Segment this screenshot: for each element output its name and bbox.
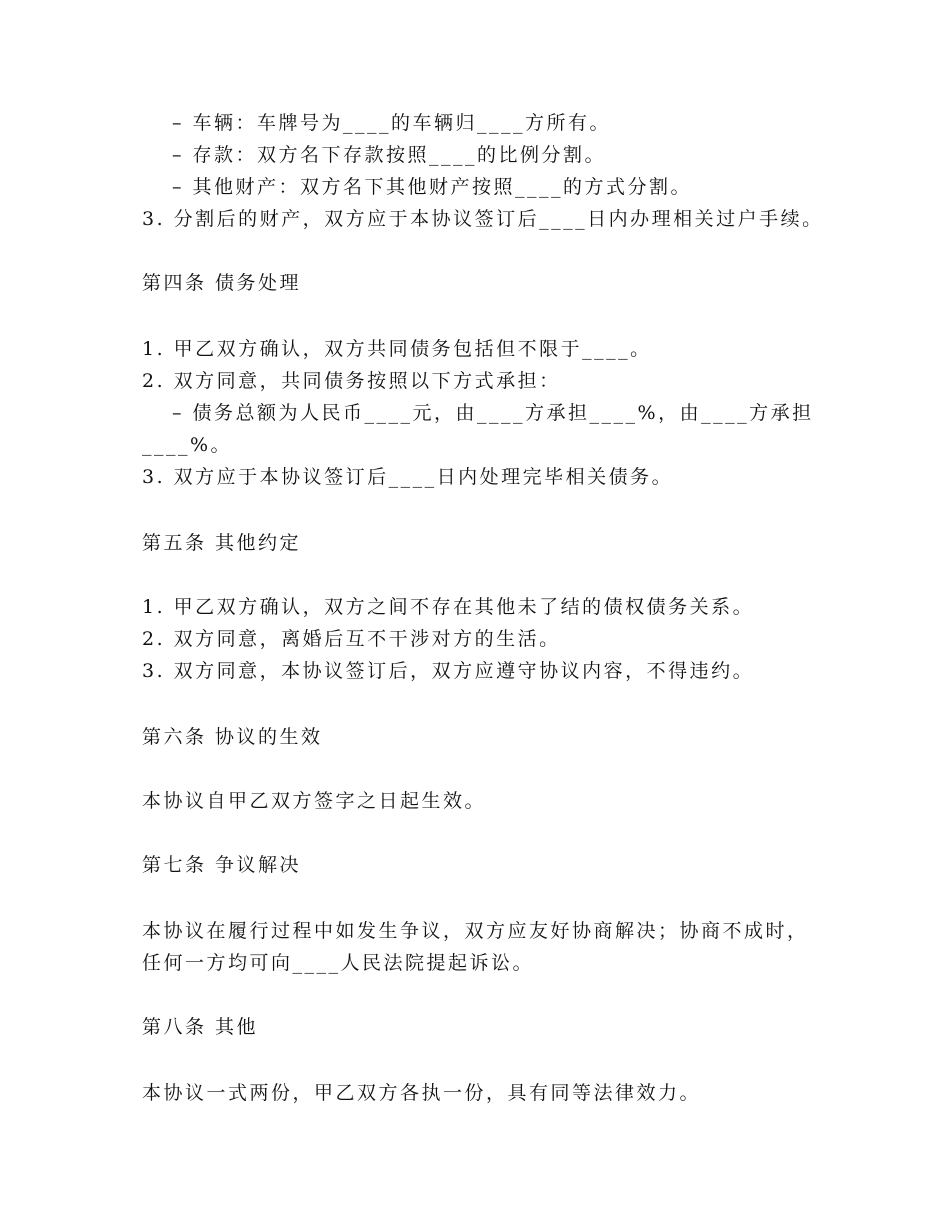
other-clause-3: 3. 双方同意，本协议签订后，双方应遵守协议内容，不得违约。	[142, 660, 755, 682]
debt-clause-1: 1. 甲乙双方确认，双方共同债务包括但不限于____。	[142, 338, 652, 360]
property-clause-3: 3. 分割后的财产，双方应于本协议签订后____日内办理相关过户手续。	[142, 208, 824, 230]
vehicle-item: – 车辆：车牌号为____的车辆归____方所有。	[172, 112, 612, 134]
section8-text: 本协议一式两份，甲乙双方各执一份，具有同等法律效力。	[142, 1082, 702, 1104]
section8-title: 第八条 其他	[142, 1016, 259, 1038]
section7-text-line2: 任何一方均可向____人民法院提起诉讼。	[142, 952, 535, 974]
debt-clause-2: 2. 双方同意，共同债务按照以下方式承担：	[142, 370, 561, 392]
other-property-item: – 其他财产：双方名下其他财产按照____的方式分割。	[172, 176, 693, 198]
section7-text-line1: 本协议在履行过程中如发生争议，双方应友好协商解决；协商不成时，	[142, 920, 809, 942]
other-clause-2: 2. 双方同意，离婚后互不干涉对方的生活。	[142, 628, 561, 650]
other-clause-1: 1. 甲乙双方确认，双方之间不存在其他未了结的债权债务关系。	[142, 596, 755, 618]
section6-text: 本协议自甲乙双方签字之日起生效。	[142, 790, 487, 812]
section4-title: 第四条 债务处理	[142, 272, 302, 294]
debt-sub-item-line1: – 债务总额为人民币____元，由____方承担____%，由____方承担	[172, 402, 814, 424]
section6-title: 第六条 协议的生效	[142, 726, 323, 748]
section5-title: 第五条 其他约定	[142, 532, 302, 554]
deposit-item: – 存款：双方名下存款按照____的比例分割。	[172, 144, 607, 166]
section7-title: 第七条 争议解决	[142, 854, 302, 876]
debt-sub-item-line2: ____%。	[142, 434, 233, 456]
debt-clause-3: 3. 双方应于本协议签订后____日内处理完毕相关债务。	[142, 466, 674, 488]
